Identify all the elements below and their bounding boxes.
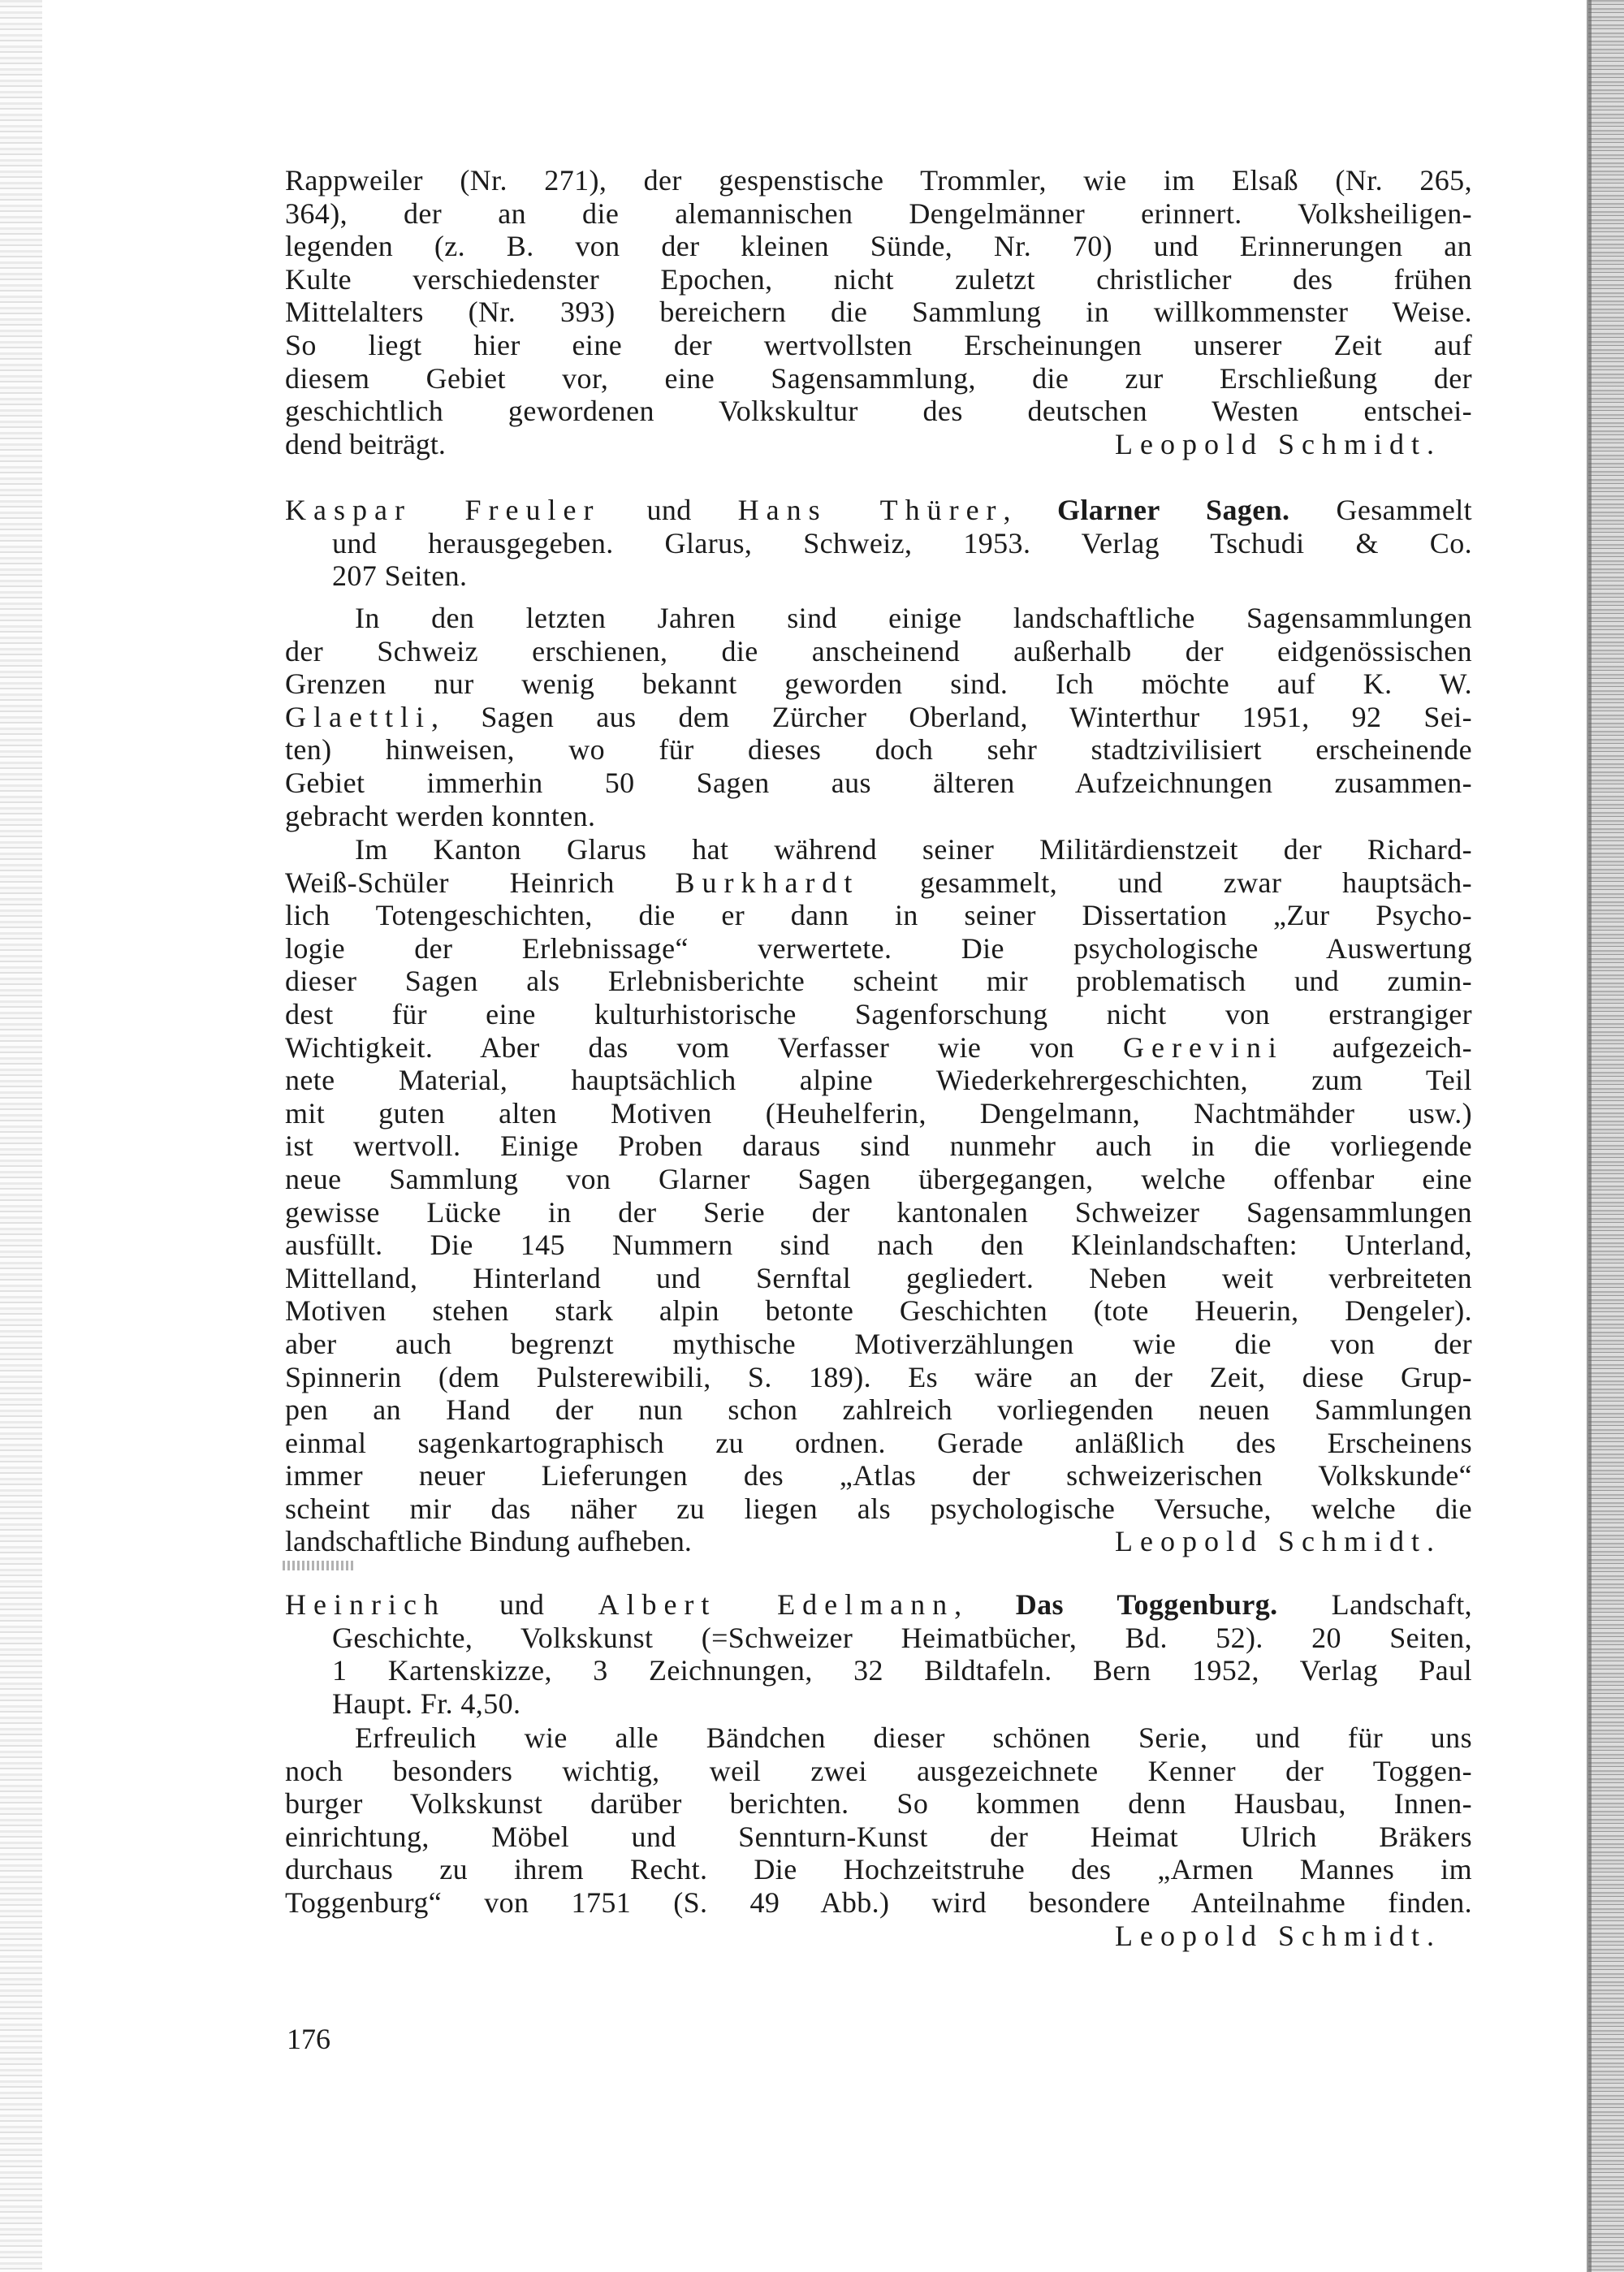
- text-line: mit guten alten Motiven (Heuhelferin, Dengelmann, Nachtmähder usw.): [285, 1096, 1472, 1130]
- text-fragment: , Sagen aus dem Zürcher Oberland, Winterthur 1951, 92 Sei-: [430, 700, 1472, 733]
- text-fragment: aufgezeich-: [1283, 1030, 1472, 1064]
- text-fragment: gesammelt, und zwar hauptsäch-: [859, 866, 1472, 899]
- book-title: Glarner Sagen.: [1056, 494, 1290, 526]
- text-fragment: Wichtigkeit. Aber das vom Verfasser wie von: [285, 1030, 1123, 1064]
- text-line: landschaftliche Bindung aufheben.: [285, 1525, 692, 1558]
- page-number: 176: [287, 2023, 330, 2055]
- citation-line: Haupt. Fr. 4,50.: [332, 1687, 521, 1720]
- text-line: 364), der an die alemannischen Dengelmänner erinnert. Volksheiligen-: [285, 197, 1472, 230]
- text-line: Mittelland, Hinterland und Sernftal gegliedert. Neben weit verbreiteten: [285, 1261, 1472, 1294]
- text-line: aber auch begrenzt mythische Motiverzählungen wie die von der: [285, 1327, 1472, 1360]
- reviewer-signature: Leopold Schmidt.: [1115, 1525, 1441, 1558]
- author-name: Heinrich: [285, 1588, 446, 1621]
- text-fragment: Landschaft,: [1277, 1588, 1473, 1621]
- text-line: dest für eine kulturhistorische Sagenforschung nicht von erstrangiger: [285, 997, 1472, 1030]
- author-name: Gerevini: [1122, 1030, 1284, 1064]
- review-2-citation: [285, 494, 1472, 593]
- text-line: Erfreulich wie alle Bändchen dieser schönen Serie, und für uns: [355, 1721, 1472, 1754]
- text-line: einrichtung, Möbel und Sennturn-Kunst der Heimat Ulrich Bräkers: [285, 1820, 1472, 1853]
- review-3-paragraph: [285, 1721, 1472, 1952]
- citation-line: 1 Kartenskizze, 3 Zeichnungen, 32 Bildtafeln. Bern 1952, Verlag Paul: [332, 1654, 1472, 1687]
- text-line: diesem Gebiet vor, eine Sagensammlung, die zur Erschließung der: [285, 361, 1472, 395]
- text-line: einmal sagenkartographisch zu ordnen. Gerade anläßlich des Erscheinens: [285, 1426, 1472, 1459]
- text-fragment: Weiß-Schüler Heinrich: [285, 866, 676, 899]
- text-line: lich Totengeschichten, die er dann in seiner Dissertation „Zur Psycho-: [285, 899, 1472, 932]
- closing-row: [285, 428, 1472, 461]
- text-line: neue Sammlung von Glarner Sagen übergegangen, welche offenbar eine: [285, 1162, 1472, 1195]
- text-line: dend beiträgt.: [285, 427, 446, 460]
- text-line: In den letzten Jahren sind einige landschaftliche Sagensammlungen: [355, 602, 1472, 634]
- text-line: Motiven stehen stark alpin betonte Geschichten (tote Heuerin, Dengeler).: [285, 1294, 1472, 1328]
- text-line: geschichtlich gewordenen Volkskultur des deutschen Westen entschei-: [285, 395, 1472, 428]
- text-line: nete Material, hauptsächlich alpine Wiederkehrergeschichten, zum Teil: [285, 1064, 1472, 1097]
- text-fragment: Gesammelt: [1289, 494, 1473, 526]
- text-line: ist wertvoll. Einige Proben daraus sind nunmehr auch in die vorliegende: [285, 1130, 1472, 1163]
- citation-line: und herausgegeben. Glarus, Schweiz, 1953. Verlag Tschudi & Co.: [332, 526, 1472, 559]
- author-name: Kaspar Freuler: [285, 494, 601, 526]
- text-line: Mittelalters (Nr. 393) bereichern die Sammlung in willkommenster Weise.: [285, 296, 1472, 329]
- text-line: So liegt hier eine der wertvollsten Erscheinungen unserer Zeit auf: [285, 328, 1472, 361]
- scan-edge-left: [0, 0, 42, 2272]
- review-2-paragraph-1: [285, 602, 1472, 832]
- text-line: ausfüllt. Die 145 Nummern sind nach den Kleinlandschaften: Unterland,: [285, 1229, 1472, 1262]
- text-line: Grenzen nur wenig bekannt geworden sind. Ich möchte auf K. W.: [285, 667, 1472, 701]
- citation-line: 207 Seiten.: [332, 559, 468, 593]
- text-fragment: ,: [1003, 494, 1057, 526]
- closing-row: [285, 1525, 1472, 1558]
- text-line: [285, 866, 1472, 900]
- text-line: der Schweiz erschienen, die anscheinend außerhalb der eidgenössischen: [285, 634, 1472, 667]
- author-name: Hans Thürer: [737, 494, 1004, 526]
- citation-line: [285, 1588, 1472, 1622]
- text-line: durchaus zu ihrem Recht. Die Hochzeitstruhe des „Armen Mannes im: [285, 1853, 1472, 1886]
- text-line: legenden (z. B. von der kleinen Sünde, Nr. 70) und Erinnerungen an: [285, 230, 1472, 263]
- text-fragment: und: [600, 494, 738, 526]
- reviewer-signature: Leopold Schmidt.: [1115, 1919, 1441, 1952]
- author-name: Albert Edelmann: [598, 1588, 955, 1621]
- citation-line: Geschichte, Volkskunst (=Schweizer Heimatbücher, Bd. 52). 20 Seiten,: [332, 1621, 1472, 1654]
- text-line: ten) hinweisen, wo für dieses doch sehr stadtzivilisiert erscheinende: [285, 733, 1472, 767]
- text-line: dieser Sagen als Erlebnisberichte scheint mir problematisch und zumin-: [285, 965, 1472, 998]
- text-line: noch besonders wichtig, weil zwei ausgezeichnete Kenner der Toggen-: [285, 1754, 1472, 1787]
- text-line: [285, 701, 1472, 734]
- citation-line: [285, 494, 1472, 527]
- text-line: gewisse Lücke in der Serie der kantonalen Schweizer Sagensammlungen: [285, 1195, 1472, 1229]
- author-name: Glaettli: [285, 700, 431, 733]
- text-line: Im Kanton Glarus hat während seiner Militärdienstzeit der Richard-: [355, 833, 1472, 866]
- text-line: [285, 1031, 1472, 1065]
- text-line: Gebiet immerhin 50 Sagen aus älteren Aufzeichnungen zusammen-: [285, 766, 1472, 799]
- text-line: Spinnerin (dem Pulsterewibili, S. 189). Es wäre an der Zeit, diese Grup-: [285, 1360, 1472, 1393]
- text-line: Rappweiler (Nr. 271), der gespenstische Trommler, wie im Elsaß (Nr. 265,: [285, 164, 1472, 197]
- review-3-citation: [285, 1588, 1472, 1720]
- scan-edge-right: [1588, 0, 1624, 2272]
- text-line: burger Volkskunst darüber berichten. So kommen denn Hausbau, Innen-: [285, 1787, 1472, 1821]
- review-2-paragraph-2: [285, 833, 1472, 1558]
- review-1-continuation: [285, 164, 1472, 460]
- reviewer-signature: Leopold Schmidt.: [1115, 427, 1441, 460]
- text-fragment: und: [445, 1588, 598, 1621]
- text-line: Toggenburg“ von 1751 (S. 49 Abb.) wird besondere Anteilnahme finden.: [285, 1885, 1472, 1919]
- scan-edge-line: [1587, 0, 1592, 2272]
- text-line: gebracht werden konnten.: [285, 799, 596, 832]
- text-line: Kulte verschiedenster Epochen, nicht zuletzt christlicher des frühen: [285, 262, 1472, 296]
- text-line: immer neuer Lieferungen des „Atlas der schweizerischen Volkskunde“: [285, 1459, 1472, 1492]
- author-name: Burkhardt: [675, 866, 860, 899]
- text-line: logie der Erlebnissage“ verwertete. Die psychologische Auswertung: [285, 931, 1472, 965]
- text-line: pen an Hand der nun schon zahlreich vorliegenden neuen Sammlungen: [285, 1393, 1472, 1427]
- ink-smudge: [283, 1561, 356, 1570]
- text-fragment: ,: [954, 1588, 1016, 1621]
- text-line: scheint mir das näher zu liegen als psychologische Versuche, welche die: [285, 1492, 1472, 1525]
- closing-row: [285, 1920, 1472, 1953]
- book-title: Das Toggenburg.: [1015, 1588, 1278, 1621]
